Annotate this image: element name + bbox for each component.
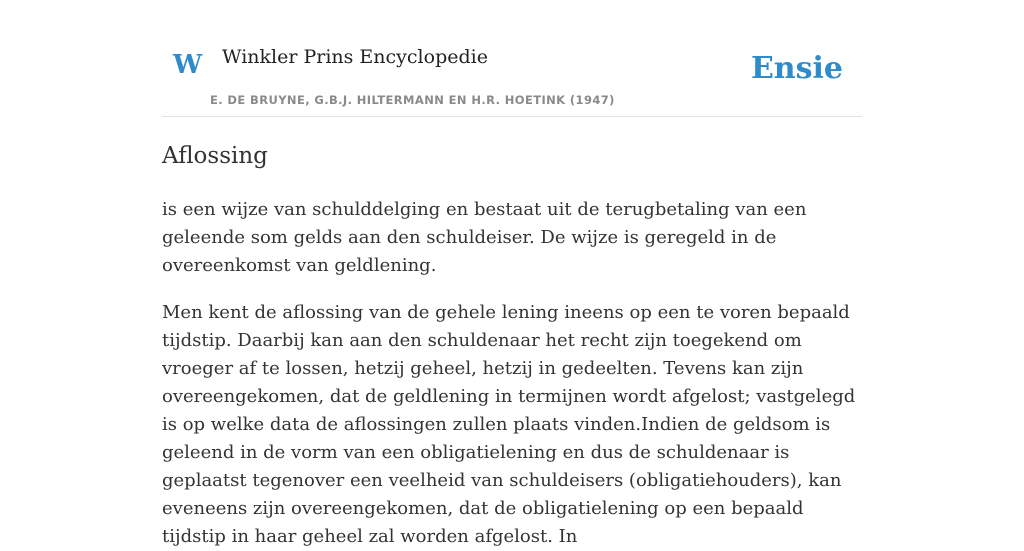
encyclopedia-title[interactable]: Winkler Prins Encyclopedie — [222, 46, 488, 68]
article-paragraph-2: Men kent de aflossing van de gehele lening ineens op een te voren bepaald tijdstip. Daarbij kan aan den schuldenaar het recht zijn toegekend om vroeger af te lossen, hetzij geheel, hetzij in gedeelten. Tevens kan zijn overeengekomen, dat de geldlening in termijnen wordt afgelost; vastgelegd is op welke data de aflossingen zullen plaats vinden.Indien de geldsom is geleend in de vorm van een obligatielening en dus de schuldenaar is geplaatst tegenover een veelheid van schuldeisers (obligatiehouders), kan eveneens zijn overeengekomen, dat de obligatielening op een bepaald tijdstip in haar geheel zal worden afgelost. In — [162, 302, 856, 547]
article-title: Aflossing — [162, 143, 268, 169]
ensie-brand-logo[interactable]: Ensie — [750, 51, 843, 86]
encyclopedia-logo-icon[interactable]: W — [173, 50, 203, 80]
site-header — [162, 0, 862, 117]
article-page — [162, 0, 862, 551]
authors-line: E. DE BRUYNE, G.B.J. HILTERMANN EN H.R. HOETINK (1947) — [210, 93, 615, 107]
article-paragraph-1: is een wijze van schulddelging en bestaat uit de terugbetaling van een geleende som gelds aan den schuldeiser. De wijze is geregeld in de overeenkomst van geldlening. — [162, 199, 807, 276]
